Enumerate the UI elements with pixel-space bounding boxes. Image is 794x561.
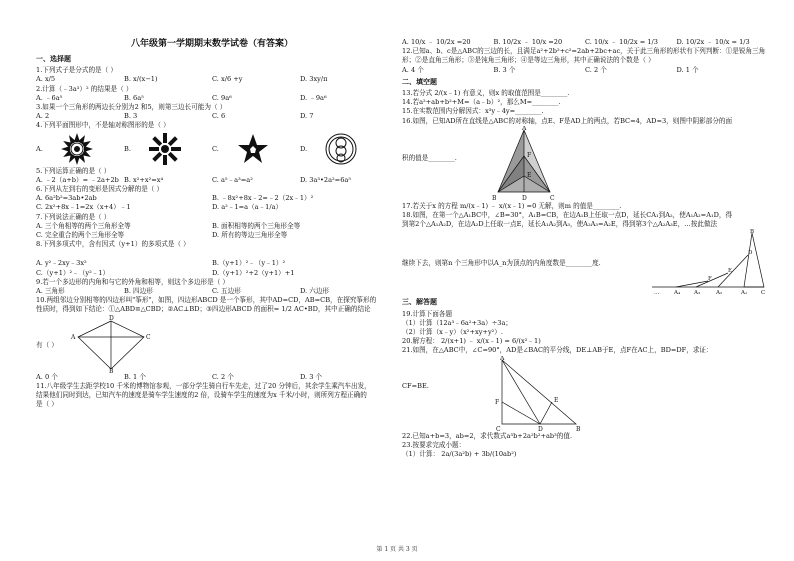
question-21-line2: CF=BE.: [402, 381, 429, 390]
fig21-label-a: A: [500, 355, 505, 362]
option: A. 2: [36, 112, 50, 121]
question-11-line3: 是（ ）: [36, 400, 58, 409]
question-11-line1: 11.八年级学生去距学校10 千米的博物馆参观，一部分学生骑自行车先走，过了20 分钟后，其余学生乘汽车出发，: [36, 381, 371, 390]
fig18-label-a4: A₄: [674, 290, 681, 296]
option: B. 3 个: [493, 65, 516, 74]
option: D. 7: [300, 112, 314, 121]
question-5-options: [36, 176, 388, 185]
question-10-figure-row: [36, 315, 388, 373]
option: B. 四边形: [124, 287, 153, 296]
kite-label-d: D: [109, 314, 114, 322]
fig21-label-c: C: [496, 425, 501, 432]
option: A. 4 个: [402, 65, 424, 74]
fig18-label-a2: A₂: [716, 290, 723, 296]
question-4: 4.下列平面图形中，不是轴对称图形的是（ ）: [36, 121, 170, 130]
question-19-part2: （2）计算（x﹣y）（x²+xy+y²）.: [402, 328, 504, 337]
option: C. 2 个: [585, 65, 607, 74]
question-21-figure-row: [402, 356, 768, 432]
option: D. 3 个: [300, 372, 323, 381]
option: B. x/(x−1): [124, 75, 158, 84]
fig18-label-a3: A₃: [694, 290, 701, 296]
option-b-figure: B.: [124, 132, 212, 166]
question-23-part1: （1）计算： 2a/(3a²b) + 3b/(10ab²): [402, 450, 517, 459]
section-fill: 二、填空题: [402, 77, 437, 86]
option: C. 6: [212, 112, 226, 121]
option: C. x/6 +y: [212, 75, 243, 84]
question-19-part1: （1）计算（12a³﹣6a²+3a）÷3a；: [402, 318, 512, 327]
option: A. 三个角相等的两个三角形全等: [36, 221, 131, 230]
option: C. 2 个: [212, 372, 234, 381]
question-12-line1: 12.已知a、b、c是△ABC的三边的长，且满足a²+2b²+c²=2ab+2bc+ac，关于此三角形的形状有下列判断：①是锐角三角: [402, 47, 766, 56]
option: D. 1 个: [676, 65, 699, 74]
fig18-label-a1: A₁: [741, 290, 748, 296]
option: C. 10/x ﹣ 10/2x = 1/3: [585, 38, 658, 46]
kite-label-c: C: [146, 333, 151, 341]
fig18-label-f: F: [708, 276, 712, 283]
option: D.（y+1）²+2（y+1）+1: [212, 268, 295, 277]
question-18-figure-row: [402, 229, 768, 295]
fig16-label-d: D: [522, 194, 527, 202]
option: B. 10/2x ﹣ 10/x =20: [493, 38, 563, 46]
question-16-line1: 16.如图，已知AD所在直线是△ABC的对称轴，点E、F是AD上的两点，若BC=4，AD=3，则图中阴影部分的面: [402, 116, 733, 125]
pentagon-star-icon: [236, 132, 270, 166]
question-18-line2: 到第2个△A₁A₂D，在边A₂D上任取一点E，延长A₁A₂到A₃，使A₂A₃=A₂E，得到第3个△A₂A₃E，…按此做法: [402, 220, 718, 229]
question-6-options-row1: [36, 194, 388, 203]
page-footer: 第 1 页 共 3 页: [376, 546, 418, 553]
section-solve: 三、解答题: [402, 298, 437, 307]
question-12-options: [402, 66, 768, 75]
left-column: [36, 52, 388, 409]
star-burst-icon: [148, 132, 182, 166]
question-7: 7.下列说法正确的是（ ）: [36, 212, 111, 221]
option: A. ﹣6a⁵: [36, 93, 63, 102]
question-10-line1: 10.两组邻边分别相等的四边形叫"筝形"，如图，四边形ABCD 是一个筝形，其中AD=CD，AB=CB，在探究筝形的: [36, 296, 377, 305]
question-18-line1: 18.如图，在第一个△A₁BC中，∠B=30°，A₁B=CB，在边A₁B上任取一点D，延长CA₁到A₂，使A₁A₂=A₁D，得: [402, 211, 733, 220]
fig21-label-e: E: [554, 396, 559, 404]
fig21-label-d: D: [538, 425, 543, 432]
question-19: 19.计算下面各题: [402, 309, 453, 318]
question-14: 14.若a²+ab+b²+M=（a﹣b）²，那么M=________.: [402, 98, 561, 107]
symmetric-triangle-figure: [484, 126, 564, 202]
option: C. 完全重合的两个三角形全等: [36, 231, 125, 240]
option: C. 2x²+8x﹣1=2x（x+4）﹣1: [36, 203, 131, 212]
sun-wheel-icon: [60, 132, 94, 166]
iterated-triangles-figure: [648, 229, 768, 295]
question-10-line3: 有（ ）: [36, 340, 58, 349]
option-c-figure: C.: [212, 132, 300, 166]
option: A. 10/x ﹣ 10/2x =20: [402, 38, 471, 46]
question-5: 5.下列运算正确的是（ ）: [36, 166, 111, 175]
option: D. a²﹣1=a（a﹣1/a）: [212, 203, 283, 212]
question-8-options-row2: [36, 269, 388, 278]
right-column: [402, 38, 768, 459]
option: C. 五边形: [212, 287, 241, 296]
kite-figure: [66, 315, 156, 373]
question-6-options-row2: [36, 203, 388, 212]
fig16-label-c: C: [550, 194, 555, 202]
fig16-label-a: A: [522, 125, 527, 132]
question-7-options-row1: [36, 222, 388, 231]
question-10-options: [36, 373, 388, 382]
fig18-label-e: E: [728, 268, 733, 275]
fig18-label-b: B: [750, 229, 755, 236]
option: A. ﹣2（a+b）= ﹣2a+2b: [36, 175, 119, 184]
fig18-label-c: C: [761, 290, 766, 296]
option-d-figure: D.: [300, 132, 388, 166]
kite-label-a: A: [71, 333, 76, 341]
question-17: 17.若关于x 的方程 m/(x﹣1) ﹣ x/(x﹣1) =0 无解，则m 的值是________.: [402, 201, 622, 210]
question-9: 9.若一个多边形的内角和与它的外角和相等，则这个多边形是（ ）: [36, 277, 230, 286]
question-18-line3: 继续下去，则第n 个三角形中以A_n为顶点的内角度数是________度.: [402, 259, 601, 268]
question-10-line2: 性质时，得到如下结论：①△ABD≌△CBD；②AC⊥BD；③四边形ABCD 的面积= 1/2 AC•BD，其中正确的结论: [36, 305, 371, 314]
fig18-label-ellipsis: …: [654, 290, 660, 296]
option: D. ﹣9a⁶: [300, 93, 327, 102]
question-11-options: [402, 38, 768, 47]
question-23: 23.按要求完成小题：: [402, 440, 466, 449]
page-title: 八年级第一学期期末数学试卷（有答案）: [130, 39, 293, 49]
question-13: 13.若分式 2/(x﹣1) 有意义，则x 的取值范围是________.: [402, 89, 570, 98]
option: D. 10/2x ﹣ 10/x = 1/3: [676, 38, 750, 46]
option: D. 3a³•2a²=6a⁵: [300, 175, 351, 184]
fig18-label-d: D: [748, 250, 753, 257]
fig21-label-f: F: [495, 398, 500, 406]
question-3-options: [36, 112, 388, 121]
option-a-figure: A.: [36, 132, 124, 166]
question-8: 8.下列多项式中，含有因式（y+1）的多项式是（ ）: [36, 240, 190, 249]
question-16-line2: 积的值是________.: [402, 153, 457, 162]
option: A. 0 个: [36, 372, 58, 381]
option: C.（y+1）²﹣（y²﹣1）: [36, 268, 110, 277]
option: B. x²+x²=x⁴: [124, 175, 164, 184]
fig16-label-e: E: [527, 171, 532, 179]
question-4-figures: [36, 131, 388, 167]
question-1: 1.下列式子是分式的是（ ）: [36, 66, 117, 75]
right-triangle-bisector-figure: [482, 356, 582, 432]
option: B. 1 个: [124, 372, 146, 381]
question-1-options: [36, 75, 388, 84]
option: D. 六边形: [300, 287, 330, 296]
question-6: 6.下列从左到右的变形是因式分解的是（ ）: [36, 185, 164, 194]
fig21-label-b: B: [576, 425, 581, 432]
fig16-label-b: B: [492, 194, 497, 202]
question-22: 22.已知a+b=3，ab=2，求代数式a³b+2a²b²+ab³的值.: [402, 431, 573, 440]
option: D. 3xy/π: [300, 75, 328, 84]
question-16-figure-row: [402, 126, 768, 202]
question-15: 15.在实数范围内分解因式：x³y﹣4y=________.: [402, 107, 544, 116]
question-2-options: [36, 94, 388, 103]
question-12-line2: 形；②是直角三角形；③是钝角三角形；④是等边三角形，其中正确说法的个数是（ ）: [402, 56, 655, 65]
option: C. 9a⁶: [212, 93, 232, 102]
option: A. 三角形: [36, 287, 65, 296]
question-8-options-row1: [36, 259, 388, 268]
question-7-options-row2: [36, 231, 388, 240]
section-choice: 一、选择题: [36, 55, 71, 63]
question-2: 2.计算（﹣3a³）² 的结果是（ ）: [36, 84, 133, 93]
fig16-label-f: F: [527, 151, 532, 159]
option: B. 3: [124, 112, 138, 121]
option: B. 面积相等的两个三角形全等: [212, 221, 301, 230]
question-3: 3.如果一个三角形的两边长分别为2 和5，则第三边长可能为（ ）: [36, 103, 227, 112]
nested-circles-icon: [324, 132, 358, 166]
question-20: 20.解方程： 2/(x+1) ﹣ x/(x﹣1) = 6/(x²﹣1): [402, 337, 541, 346]
option: B. 6a⁵: [124, 93, 144, 102]
question-21-line1: 21.如图，在△ABC中，∠C=90°，AD是∠BAC的平分线，DE⊥AB于E，点F在AC上，BD=DF，求证：: [402, 346, 713, 355]
option: A. x/5: [36, 75, 56, 84]
option: A. y²﹣2xy﹣3x²: [36, 259, 87, 268]
question-9-options: [36, 287, 388, 296]
option: C. a⁵﹣a³=a²: [212, 175, 253, 184]
kite-label-b: B: [109, 367, 114, 373]
question-11-line2: 结果他们同时到达，已知汽车的速度是骑车学生速度的2 倍，设骑车学生的速度为x 千米/小时，则所列方程正确的: [36, 391, 367, 400]
option: B. ﹣8x²+8x﹣2=﹣2（2x﹣1）²: [212, 194, 314, 203]
option: D. 所有的等边三角形全等: [212, 231, 288, 240]
option: B.（y+1）²﹣（y﹣1）²: [212, 259, 286, 268]
option: A. 6a²b²=3ab•2ab: [36, 194, 97, 203]
